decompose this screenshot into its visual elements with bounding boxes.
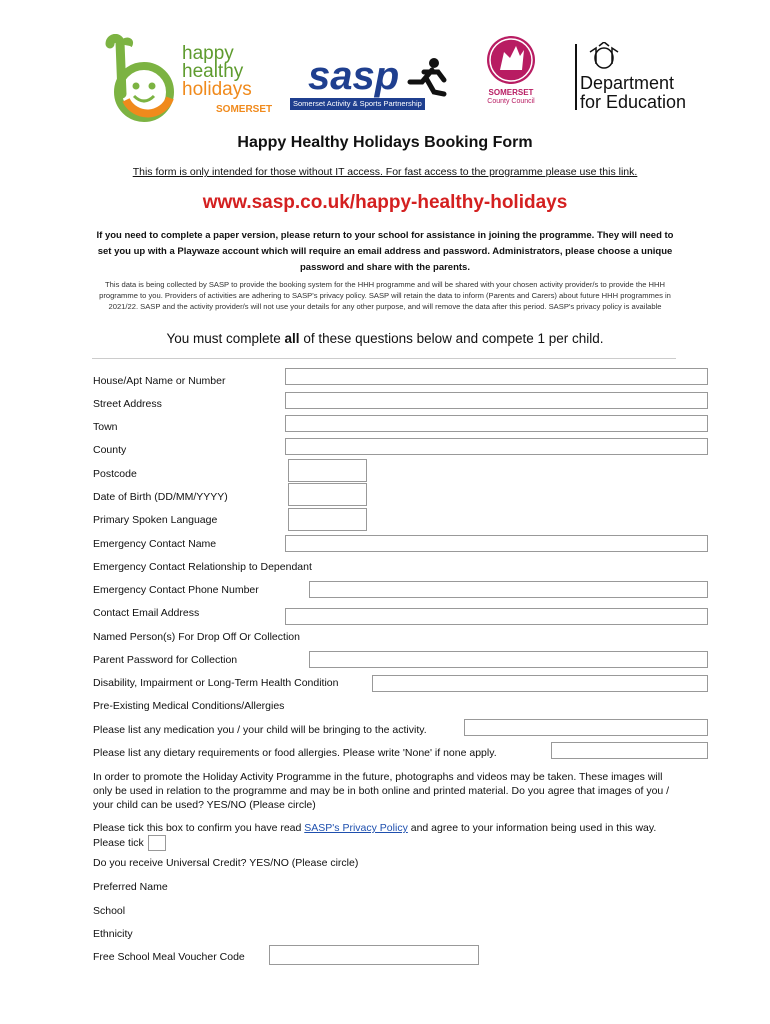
happy-healthy-holidays-logo [96, 34, 278, 124]
paper-version-note: If you need to complete a paper version, please return to your school for assistance in joining the programme. They will need to set you up with a Playwaze account which will require an email address and password. Administrators, please choose a unique password and share with the parents. [96, 230, 674, 273]
somerset-line-1: SOMERSET [488, 88, 534, 97]
dragon-crest-icon [478, 34, 544, 86]
privacy-policy-link[interactable]: SASP's Privacy Policy [304, 822, 408, 834]
complete-all-note [0, 331, 770, 346]
field-label-school: School [93, 905, 126, 917]
field-label-town: Town [93, 421, 118, 433]
disability-input[interactable] [372, 675, 708, 692]
county-input[interactable] [285, 438, 708, 455]
photo-consent: In order to promote the Holiday Activity Programme in the future, photographs and videos may be taken. These images will only be used in relation to the programme and may be in both online and printed material. Do you agree that images of you / your child can be used? YES/NO (Please circle) [93, 771, 670, 811]
royal-crest-icon [584, 42, 624, 70]
field-label-emergency-name: Emergency Contact Name [93, 538, 217, 550]
divider [92, 358, 676, 359]
hhh-line-2: healthy [182, 61, 244, 82]
must-post: of these questions below and compete 1 per child. [299, 331, 604, 346]
it-access-note: This form is only intended for those without IT access. For fast access to the programme please use this link. [132, 166, 638, 178]
field-label-named-persons: Named Person(s) For Drop Off Or Collection [93, 631, 300, 643]
dfe-line-1: Department [580, 73, 675, 93]
parent-password-input[interactable] [309, 651, 708, 668]
street-input[interactable] [285, 392, 708, 409]
field-label-house: House/Apt Name or Number [93, 375, 226, 387]
dfe-line-2: for Education [580, 92, 687, 112]
privacy-tick-text [93, 821, 678, 851]
field-label-email: Contact Email Address [93, 607, 200, 619]
universal-credit-question: Do you receive Universal Credit? YES/NO (Please circle) [93, 857, 359, 869]
emergency-phone-input[interactable] [309, 581, 708, 598]
privacy-tick-post: and agree to your information being used in this way. Please tick [93, 822, 657, 849]
emergency-name-input[interactable] [285, 535, 708, 552]
form-title: Happy Healthy Holidays Booking Form [237, 134, 533, 151]
dietary-input[interactable] [551, 742, 708, 759]
must-bold: all [284, 331, 300, 346]
field-label-postcode: Postcode [93, 468, 137, 480]
runner-icon [404, 56, 450, 98]
field-label-disability: Disability, Impairment or Long-Term Health Condition [93, 677, 339, 689]
field-label-emergency-relationship: Emergency Contact Relationship to Dependant [93, 561, 312, 573]
field-label-emergency-phone: Emergency Contact Phone Number [93, 584, 259, 596]
dob-input[interactable] [288, 483, 367, 506]
hhh-line-4: SOMERSET [216, 104, 273, 115]
sasp-tagline: Somerset Activity & Sports Partnership [290, 98, 425, 110]
sasp-logo [290, 56, 450, 110]
language-input[interactable] [288, 508, 367, 531]
email-input[interactable] [285, 608, 708, 625]
medication-input[interactable] [464, 719, 708, 736]
smiley-icon [96, 34, 176, 124]
field-label-fsm-code: Free School Meal Voucher Code [93, 951, 245, 963]
field-label-medication: Please list any medication you / your child will be bringing to the activity. [93, 724, 427, 736]
dfe-rule [575, 44, 577, 110]
house-input[interactable] [285, 368, 708, 385]
field-label-medical: Pre-Existing Medical Conditions/Allergies [93, 700, 285, 712]
somerset-council-logo [478, 34, 544, 110]
programme-link[interactable]: www.sasp.co.uk/happy-healthy-holidays [202, 192, 568, 213]
somerset-line-2: County Council [487, 98, 535, 105]
field-label-dietary: Please list any dietary requirements or food allergies. Please write 'None' if none apply. [93, 747, 497, 759]
must-pre: You must complete [166, 331, 285, 346]
fsm-code-input[interactable] [269, 945, 479, 965]
field-label-ethnicity: Ethnicity [93, 928, 133, 940]
field-label-preferred-name: Preferred Name [93, 881, 168, 893]
dfe-logo [580, 74, 686, 112]
privacy-checkbox[interactable] [148, 835, 166, 851]
field-label-language: Primary Spoken Language [93, 514, 218, 526]
hhh-line-3: holidays [182, 79, 252, 100]
field-label-county: County [93, 444, 127, 456]
privacy-note: This data is being collected by SASP to provide the booking system for the HHH programme and will be shared with your chosen activity provider/s to provide the HHH programme to you. Providers of activities are adhering to SASP's privacy policy. SASP will retain the data to inform (Parents and Carers) about future HHH programmes in 2021/22. SASP and the activity provider/s will not use your details for any other purpose, and will remove the data after this period. SASP's privacy policy is available [99, 280, 671, 311]
postcode-input[interactable] [288, 459, 367, 482]
privacy-tick-pre: Please tick this box to confirm you have read [93, 822, 305, 834]
hhh-line-1: happy [182, 43, 234, 64]
field-label-dob: Date of Birth (DD/MM/YYYY) [93, 491, 228, 503]
field-label-parent-password: Parent Password for Collection [93, 654, 238, 666]
sasp-wordmark: sasp [308, 54, 400, 98]
town-input[interactable] [285, 415, 708, 432]
field-label-street: Street Address [93, 398, 162, 410]
